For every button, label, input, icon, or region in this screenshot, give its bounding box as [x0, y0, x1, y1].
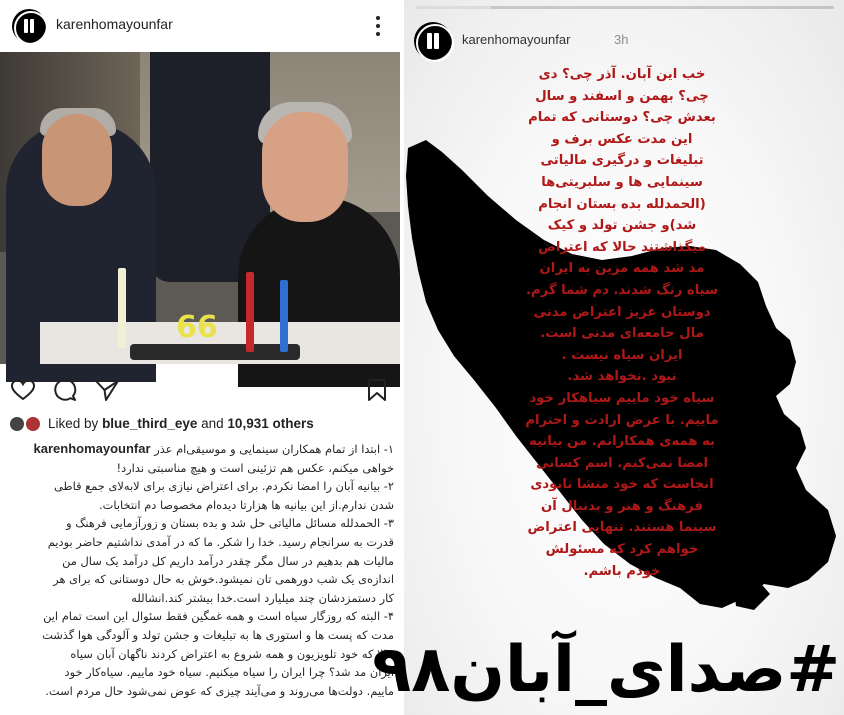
post-actions — [0, 372, 400, 408]
story-timestamp: 3h — [614, 32, 629, 47]
candle — [246, 272, 254, 352]
caption-line: ۳- الحمدلله مسائل مالیاتی حل شد و بده بستان و زورآزمایی فرهنگ و — [66, 516, 394, 531]
caption-line: اندازه‌ی یک شب دورهمی تان نمیشود.خوش به حال دوستانی که برای هر — [53, 572, 394, 587]
caption-line: خواهی میکنم، عکس هم تزئینی است و هیچ مناسبتی ندارد! — [116, 460, 394, 475]
story-text-line: این مدت عکس برف و — [551, 131, 693, 147]
caption-line: مدت که پست ها و استوری ها به تبلیغات و جشن تولد و آلودگی هوا گذشت — [42, 627, 394, 642]
instagram-post — [0, 0, 400, 715]
story-text-line: دوستان عزیز اعتراض مدنی — [533, 304, 711, 320]
story-text-line: بعدش چی؟ دوستانی که تمام — [528, 110, 716, 126]
story-text-line: میگذاشتند حالا که اعتراض — [538, 239, 706, 255]
liked-by-prefix: Liked by — [48, 416, 99, 431]
caption-username[interactable]: karenhomayounfar — [33, 441, 151, 456]
story-text-line: نبود .نخواهد شد. — [567, 369, 677, 385]
story-text-line: تبلیغات و درگیری مالیاتی — [540, 153, 704, 169]
caption-line: شدن ندارم.از این بیانیه ها هزارتا دیده‌ام مخصوصا دم انتخابات. — [99, 497, 394, 512]
caption-line: مالیات هم بدهیم در سال مگر چقدر درآمد داریم کل درآمد یک سال من — [62, 553, 394, 568]
like-heart-icon[interactable] — [10, 378, 36, 402]
story-progress-fill — [416, 6, 491, 9]
story-text-line: امضا نمی‌کنم. اسم کسانی — [535, 455, 709, 471]
liker-avatar — [26, 417, 40, 431]
caption-line: ماییم. دولت‌ها می‌روند و می‌آیند چیزی که عوض نمی‌شود حال مردم است. — [45, 683, 394, 698]
story-text-overlay — [474, 64, 770, 582]
birthday-cake — [130, 344, 300, 360]
story-text-line: خواهم کرد که مسئولش — [545, 542, 699, 558]
cake-number-candle: 66 — [176, 310, 218, 345]
likes-summary[interactable] — [10, 416, 314, 438]
post-caption — [10, 440, 394, 700]
post-author-avatar[interactable] — [12, 9, 46, 43]
instagram-story[interactable] — [372, 0, 844, 715]
story-text-line: سیاه رنگ شدند. دم شما گرم. — [526, 282, 718, 298]
share-paper-plane-icon[interactable] — [94, 378, 120, 402]
comment-icon[interactable] — [52, 378, 78, 402]
story-text-line: به همه‌ی همکارانم. من بیانیه — [528, 434, 716, 450]
story-text-line: سیاه خود ماییم سیاهکار خود — [529, 390, 715, 406]
likes-count[interactable]: 10,931 others — [227, 416, 314, 431]
post-photo[interactable] — [0, 52, 400, 364]
story-text-line: خب این آبان. آذر چی؟ دی — [538, 67, 706, 82]
story-text-line: مد شد همه مزین به ایران — [539, 261, 705, 277]
story-text-line: (الحمدلله بده بستان انجام — [538, 196, 706, 212]
caption-line: کار دستمزدشان چند میلیارد است.خدا بیشتر کند.انشالله — [131, 590, 394, 605]
caption-line: قدرت به سرانجام رسید. خدا را شکر. ما که در آمدی نداشتیم حاضر بودیم — [47, 534, 394, 549]
story-text-line: سینمایی ها و سلبریتی‌ها — [541, 174, 703, 190]
story-author-avatar[interactable] — [414, 22, 452, 60]
caption-line: حالا که خود تلویزیون و همه شروع به اعتراض کردند ناگهان آبان سیاه — [70, 646, 394, 661]
more-options-icon[interactable] — [368, 13, 388, 39]
post-author-username[interactable]: karenhomayounfar — [56, 16, 173, 32]
candle — [118, 268, 126, 348]
caption-line: ۱- ابتدا از تمام همکاران سینمایی و موسیقی‌ام عذر karenhomayounfar — [33, 441, 394, 456]
story-text-line: فرهنگ و هنر و بدنبال آن — [540, 498, 704, 514]
story-text-line: شد)و جشن تولد و کیک — [547, 218, 697, 234]
story-text-line: چی؟ بهمن و اسفند و سال — [535, 88, 709, 104]
story-text-line: ماییم. با عرض ارادت و احترام — [525, 412, 719, 428]
story-text-line: سینما هستند. تنهایی اعتراض — [527, 520, 717, 536]
liked-by-user[interactable]: blue_third_eye — [102, 416, 198, 431]
story-hashtag[interactable]: #صدای_آبان۹۸ — [372, 633, 840, 707]
post-header — [0, 0, 400, 52]
story-text-line: ایران سیاه نیست . — [561, 347, 683, 363]
liker-avatar — [10, 417, 24, 431]
story-progress-bar — [416, 6, 834, 9]
save-bookmark-icon[interactable] — [364, 378, 390, 402]
caption-line: ۴- البته که روزگار سیاه است و همه غمگین فقط سئوال این است تمام این — [43, 609, 394, 624]
caption-line: ۲- بیانیه آبان را امضا نکردم. برای اعتراض نیازی برای لابه‌لای جمع قاطی — [54, 479, 394, 494]
candle — [280, 280, 288, 352]
story-text-line: انجاست که خود منشا نابودی — [530, 477, 714, 493]
story-text-line: خودم باشم. — [583, 563, 661, 579]
caption-line: ایران مد شد؟ چرا ایران را سیاه میکنیم. سیاه خود ماییم. سیاه‌کار خود — [64, 665, 394, 680]
story-author-username[interactable]: karenhomayounfar — [462, 32, 571, 47]
liked-by-joiner: and — [201, 416, 224, 431]
story-text-line: مال جامعه‌ای مدنی است. — [540, 326, 704, 342]
